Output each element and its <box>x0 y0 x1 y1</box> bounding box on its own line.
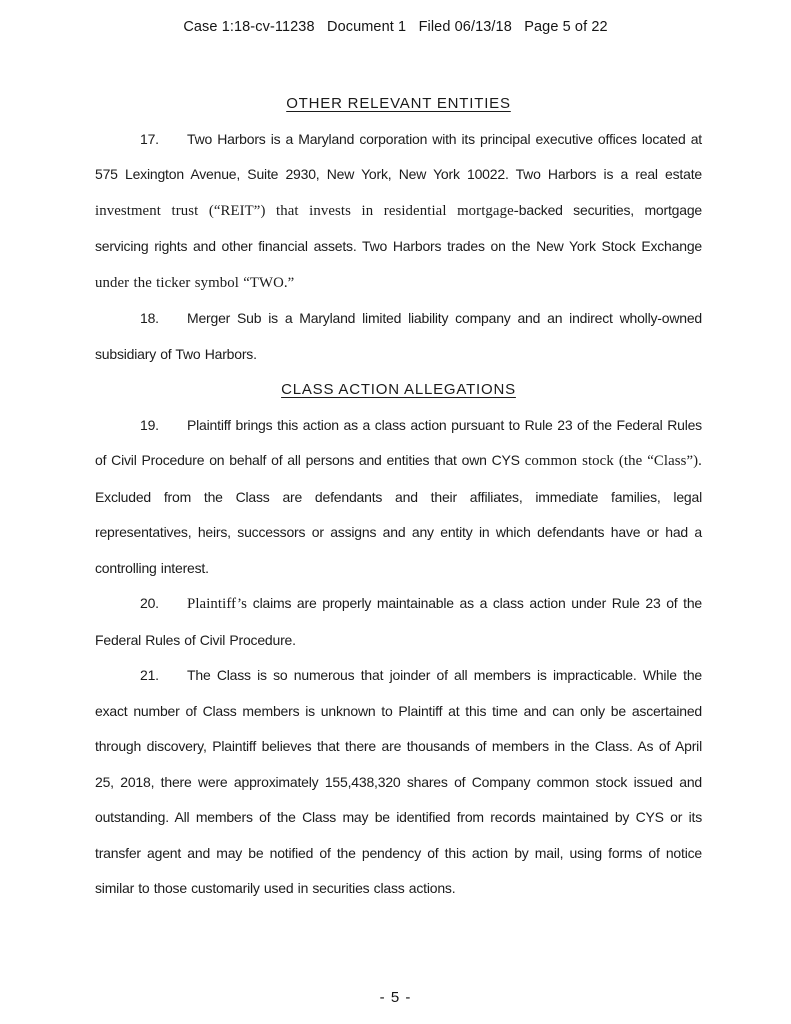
paragraph <box>95 658 702 907</box>
text-run: Plaintiff brings this action as a class action pursuant to Rule 23 of the Federal Rules of Civil Procedure on behalf of all persons and entities that own CYS <box>95 416 702 468</box>
paragraph <box>95 122 702 302</box>
page-number-footer: - 5 - <box>379 989 412 1006</box>
text-run: common stock (the “Class”). <box>524 453 702 469</box>
paragraph <box>95 301 702 372</box>
section-heading-text: OTHER RELEVANT ENTITIES <box>286 95 511 112</box>
text-run: The Class is so numerous that joinder of all members is impracticable. While the exact number of Class members is unknown to Plaintiff at this time and can only be ascertained through discovery, Plaintiff believes that there are thousands of members in the Class. As of April 25, 2018, there were approximately 155,438,320 shares of Company common stock issued and outstanding. All members of the Class may be identified from records maintained by CYS or its transfer agent and may be notified of the pendency of this action by mail, using forms of notice similar to those customarily used in securities class actions. <box>95 667 702 896</box>
text-run: Plaintiff’s <box>187 596 253 612</box>
text-run: under the ticker symbol “TWO.” <box>95 274 295 291</box>
paragraph-number: 18. <box>140 310 159 326</box>
text-run: Merger Sub is a Maryland limited liability company and an indirect wholly-owned subsidiary of Two Harbors. <box>95 310 702 362</box>
text-run: Excluded from the Class are defendants and their affiliates, immediate families, legal representatives, heirs, successors or assigns and any entity in which defendants have or had a controlling interest. <box>95 488 702 576</box>
paragraph-number: 17. <box>140 130 159 147</box>
text-run: Two Harbors is a Maryland corporation with its principal executive offices located at 575 Lexington Avenue, Suite 2930, New York, New York 10022. Two Harbors is a real estate <box>95 130 702 182</box>
case-caption-header: Case 1:18-cv-11238 Document 1 Filed 06/13/18 Page 5 of 22 <box>183 19 608 35</box>
text-run: investment trust (“REIT”) that invests in residential mortgage- <box>95 202 519 219</box>
paragraph <box>95 586 702 658</box>
text-run: backed securities, mortgage servicing rights and other financial assets. Two Harbors trades on the New York Stock Exchange <box>95 201 702 254</box>
paragraph-number: 20. <box>140 595 159 611</box>
paragraph <box>95 408 702 587</box>
section-heading <box>95 372 702 408</box>
document-body <box>95 86 702 907</box>
section-heading <box>95 86 702 122</box>
section-heading-text: CLASS ACTION ALLEGATIONS <box>281 381 516 398</box>
paragraph-number: 21. <box>140 667 159 683</box>
text-run: claims are properly maintainable as a class action under Rule 23 of the Federal Rules of Civil Procedure. <box>95 595 703 648</box>
paragraph-number: 19. <box>140 416 159 433</box>
